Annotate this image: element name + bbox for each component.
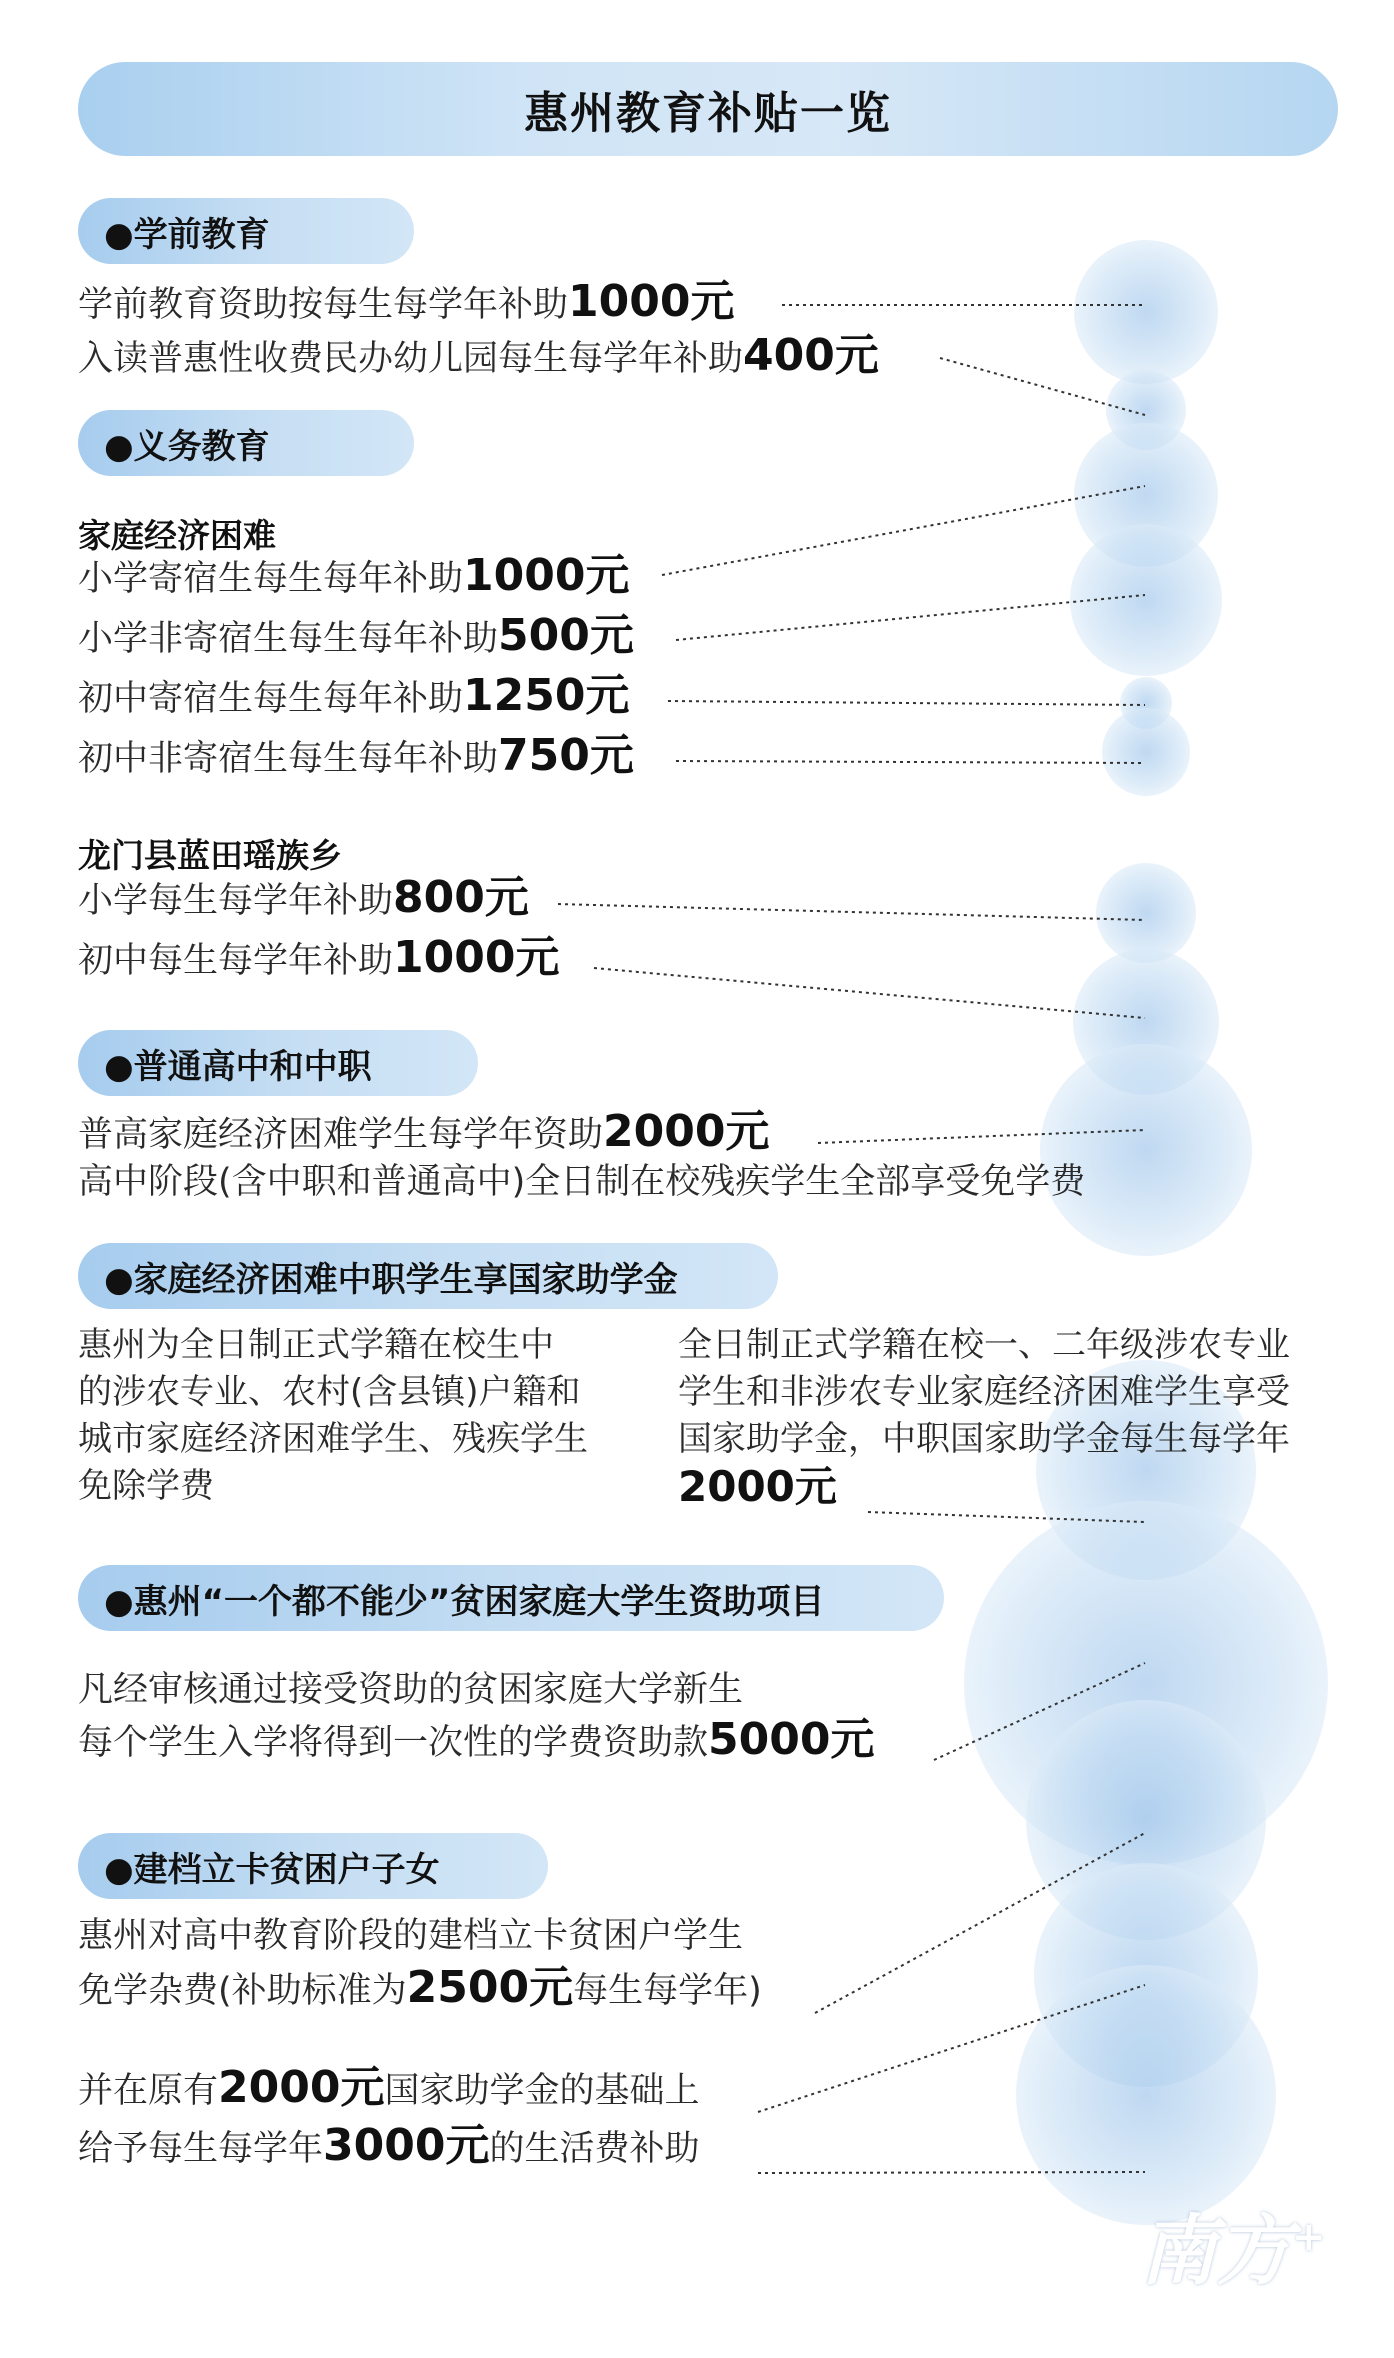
line-text: 惠州对高中教育阶段的建档立卡贫困户学生	[78, 1916, 744, 1956]
amount: 5000元	[708, 1714, 875, 1765]
amount: 1000元	[463, 550, 630, 601]
logo-text: 南方	[1140, 2206, 1292, 2295]
compulsory-line-4	[78, 730, 634, 781]
section-heading-vocational	[78, 1243, 778, 1309]
line-text: 初中寄宿生每生每年补助	[78, 679, 464, 719]
compulsory-line-1	[78, 550, 630, 601]
vocational-right-paragraph	[678, 1322, 1290, 1514]
line-text: 小学每生每学年补助	[78, 881, 394, 921]
amount: 1000元	[568, 276, 735, 327]
preschool-line-2	[78, 330, 879, 381]
title-banner	[78, 62, 1338, 156]
line-text: 小学寄宿生每生每年补助	[78, 559, 464, 599]
line-text: 凡经审核通过接受资助的贫困家庭大学新生	[78, 1670, 744, 1710]
paragraph-line: 惠州为全日制正式学籍在校生中	[78, 1325, 554, 1365]
line-text: 初中非寄宿生每生每年补助	[78, 739, 499, 779]
amount: 2000元	[678, 1462, 837, 1511]
compulsory-line-3	[78, 670, 630, 721]
section-heading-registered	[78, 1833, 548, 1899]
longmen-line-1	[78, 872, 529, 923]
section-heading-highschool	[78, 1030, 478, 1096]
line-text: 每生每学年)	[573, 1971, 762, 2011]
group-label-longmen: 龙门县蓝田瑶族乡	[78, 836, 342, 875]
section-heading-preschool	[78, 198, 414, 264]
paragraph-line: 学生和非涉农专业家庭经济困难学生享受	[678, 1372, 1290, 1412]
section-heading-label: ●普通高中和中职	[104, 1046, 372, 1087]
line-text: 小学非寄宿生每生每年补助	[78, 619, 499, 659]
registered-line-1	[78, 1914, 743, 1958]
line-text: 每个学生入学将得到一次性的学费资助款	[78, 1723, 709, 1763]
paragraph-line: 全日制正式学籍在校一、二年级涉农专业	[678, 1325, 1290, 1365]
amount: 2000元	[218, 2062, 385, 2113]
section-heading-label: ●惠州“一个都不能少”贫困家庭大学生资助项目	[104, 1581, 825, 1622]
logo-plus: +	[1292, 2213, 1326, 2261]
section-heading-label: ●义务教育	[104, 426, 270, 467]
registered-line-4	[78, 2120, 700, 2171]
line-text: 免学杂费(补助标准为	[78, 1971, 407, 2011]
paragraph-line: 的涉农专业、农村(含县镇)户籍和	[78, 1372, 581, 1412]
amount: 2500元	[406, 1962, 574, 2013]
section-heading-label: ●建档立卡贫困户子女	[104, 1849, 440, 1890]
amount: 1250元	[463, 670, 630, 721]
paragraph-line: 城市家庭经济困难学生、残疾学生	[78, 1419, 588, 1459]
line-text: 学前教育资助按每生每学年补助	[78, 285, 569, 325]
line-text: 初中每生每学年补助	[78, 941, 394, 981]
page-title: 惠州教育补贴一览	[524, 88, 892, 139]
amount: 800元	[393, 872, 529, 923]
highschool-line-1	[78, 1106, 770, 1157]
bubble-circles	[964, 240, 1328, 2225]
university-line-1	[78, 1668, 743, 1712]
section-heading-university	[78, 1565, 944, 1631]
university-line-2	[78, 1714, 875, 1765]
amount: 2000元	[603, 1106, 770, 1157]
line-text: 国家助学金的基础上	[384, 2071, 700, 2111]
line-text: 普高家庭经济困难学生每学年资助	[78, 1115, 604, 1155]
compulsory-line-2	[78, 610, 634, 661]
group-label-economic-hardship: 家庭经济困难	[78, 516, 276, 555]
line-text: 并在原有	[78, 2071, 219, 2111]
registered-line-3	[78, 2062, 700, 2113]
paragraph-line: 国家助学金，中职国家助学金每生每学年	[678, 1419, 1290, 1459]
amount: 750元	[498, 730, 634, 781]
paragraph-line: 免除学费	[78, 1466, 214, 1506]
line-text: 高中阶段(含中职和普通高中)全日制在校残疾学生全部享受免学费	[78, 1162, 1086, 1202]
amount: 1000元	[393, 932, 560, 983]
line-text: 入读普惠性收费民办幼儿园每生每学年补助	[78, 339, 744, 379]
longmen-line-2	[78, 932, 560, 983]
registered-line-2	[78, 1962, 762, 2013]
nanfang-plus-logo	[1140, 2190, 1326, 2299]
preschool-line-1	[78, 276, 735, 327]
vocational-left-paragraph	[78, 1322, 588, 1510]
line-text: 的生活费补助	[489, 2129, 700, 2169]
amount: 3000元	[323, 2120, 490, 2171]
line-text: 给予每生每学年	[78, 2129, 324, 2169]
amount: 500元	[498, 610, 634, 661]
section-heading-label: ●家庭经济困难中职学生享国家助学金	[104, 1259, 678, 1300]
section-heading-label: ●学前教育	[104, 214, 270, 255]
amount: 400元	[743, 330, 879, 381]
section-heading-compulsory	[78, 410, 414, 476]
highschool-line-2	[78, 1160, 1085, 1204]
